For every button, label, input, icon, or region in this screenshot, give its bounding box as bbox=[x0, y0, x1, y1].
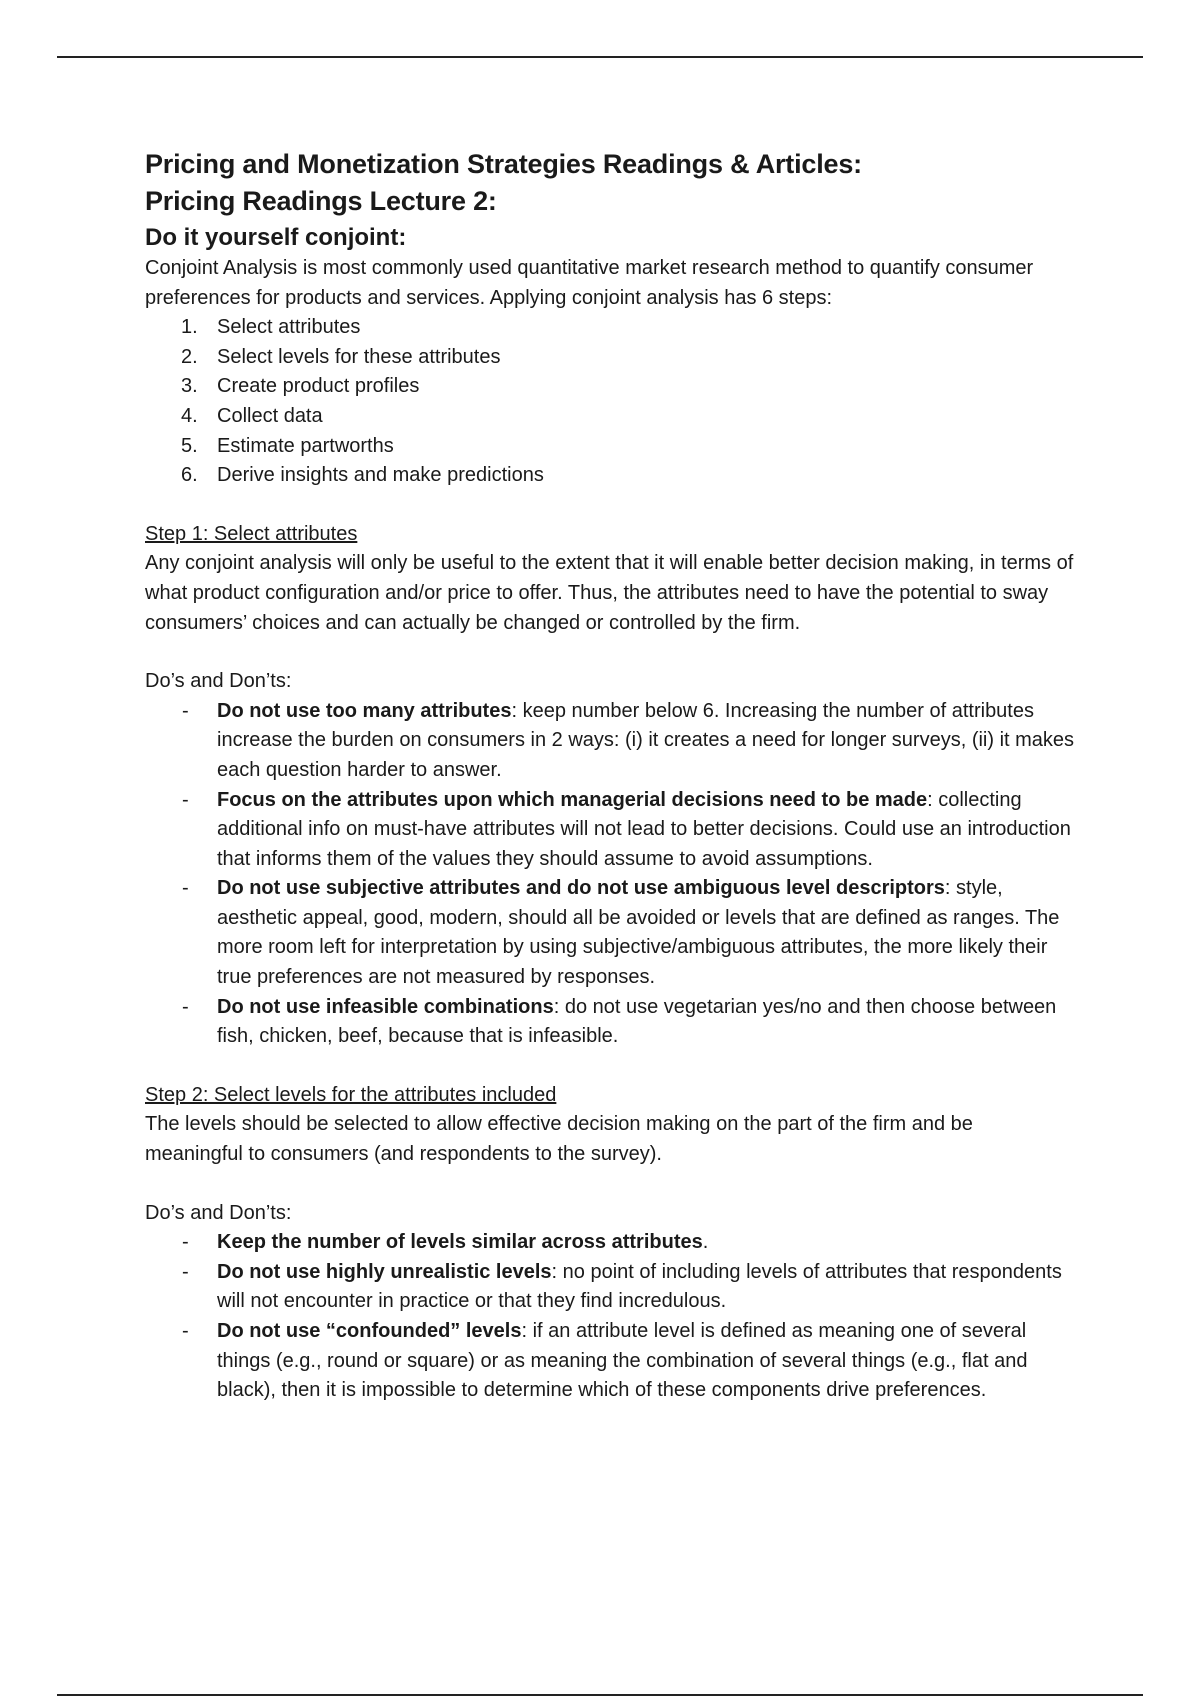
list-item-text: Select levels for these attributes bbox=[217, 345, 501, 368]
bullet-text: : collecting additional info on must-have attributes will not lead to better decisions. Could use an introduction that informs them of the values they should assume to avoid assumptions. bbox=[217, 788, 1071, 870]
list-item bbox=[145, 993, 1075, 1052]
steps-list bbox=[145, 313, 1075, 491]
intro-paragraph: Conjoint Analysis is most commonly used quantitative market research method to quantify consumer preferences for products and services. Applying conjoint analysis has 6 steps: bbox=[145, 257, 1034, 309]
list-number: 3. bbox=[181, 375, 198, 398]
list-item bbox=[145, 432, 1075, 462]
dash-bullet: - bbox=[182, 995, 189, 1018]
list-number: 5. bbox=[181, 434, 198, 457]
bullet-bold: Do not use highly unrealistic levels bbox=[217, 1260, 552, 1283]
bullet-text: : if an attribute level is defined as meaning one of several things (e.g., round or square) or as meaning the combination of several things (e.g., flat and black), then it is impossible to determine which of these components drive preferences. bbox=[217, 1320, 1028, 1402]
step2-heading: Step 2: Select levels for the attributes included bbox=[145, 1083, 557, 1106]
bullet-text: : keep number below 6. Increasing the number of attributes increase the burden on consumers in 2 ways: (i) it creates a need for longer surveys, (ii) it makes each question harder to answer. bbox=[217, 699, 1075, 781]
bottom-rule bbox=[57, 1694, 1143, 1696]
step2-body: The levels should be selected to allow effective decision making on the part of the firm and be meaningful to consumers (and respondents to the survey). bbox=[145, 1113, 973, 1166]
bullet-bold: Focus on the attributes upon which managerial decisions need to be made bbox=[217, 788, 928, 811]
step1-body: Any conjoint analysis will only be useful to the extent that it will enable better decision making, in terms of what product configuration and/or price to offer. Thus, the attributes need to have the potential to sway consumers’ choices and can actually be changed or controlled by the firm. bbox=[145, 552, 1074, 634]
list-number: 6. bbox=[181, 464, 198, 487]
list-item bbox=[145, 874, 1075, 992]
list-item bbox=[145, 1228, 1075, 1258]
list-item bbox=[145, 1317, 1075, 1406]
list-item bbox=[145, 343, 1075, 373]
list-item bbox=[145, 786, 1075, 875]
list-number: 2. bbox=[181, 345, 198, 368]
list-item-text: Collect data bbox=[217, 404, 323, 427]
list-item bbox=[145, 461, 1075, 491]
bullet-bold: Do not use infeasible combinations bbox=[217, 995, 554, 1018]
dash-bullet: - bbox=[182, 877, 189, 900]
dash-bullet: - bbox=[182, 788, 189, 811]
bullet-bold: Do not use subjective attributes and do not use ambiguous level descriptors bbox=[217, 877, 945, 900]
list-number: 4. bbox=[181, 404, 198, 427]
bullet-text: : style, aesthetic appeal, good, modern, should all be avoided or levels that are defined as ranges. The more room left for interpretation by using subjective/ambiguous attributes, the more likely their true preferences are not measured by responses. bbox=[217, 877, 1060, 989]
list-item-text: Derive insights and make predictions bbox=[217, 464, 544, 487]
step1-heading: Step 1: Select attributes bbox=[145, 522, 358, 545]
list-item bbox=[145, 372, 1075, 402]
list-item-text: Create product profiles bbox=[217, 375, 420, 398]
bullet-text: : no point of including levels of attributes that respondents will not encounter in practice or that they find incredulous. bbox=[217, 1260, 1062, 1313]
bullet-bold: Keep the number of levels similar across attributes bbox=[217, 1231, 703, 1254]
step1-dos-label: Do’s and Don’ts: bbox=[145, 670, 292, 693]
title-line-1: Pricing and Monetization Strategies Readings & Articles: bbox=[145, 149, 862, 179]
list-item bbox=[145, 697, 1075, 786]
bullet-text: . bbox=[702, 1231, 709, 1254]
list-item-text: Select attributes bbox=[217, 316, 361, 339]
list-item bbox=[145, 1258, 1075, 1317]
list-item bbox=[145, 313, 1075, 343]
list-item-text: Estimate partworths bbox=[217, 434, 394, 457]
step2-bullets bbox=[145, 1228, 1075, 1406]
step1-bullets bbox=[145, 697, 1075, 1052]
section-title: Do it yourself conjoint: bbox=[145, 224, 407, 251]
dash-bullet: - bbox=[182, 699, 189, 722]
dash-bullet: - bbox=[182, 1231, 189, 1254]
document-body bbox=[145, 146, 1075, 1406]
dash-bullet: - bbox=[182, 1260, 189, 1283]
list-number: 1. bbox=[181, 316, 198, 339]
list-item bbox=[145, 402, 1075, 432]
title-line-2: Pricing Readings Lecture 2: bbox=[145, 186, 497, 216]
bullet-bold: Do not use too many attributes bbox=[217, 699, 512, 722]
top-rule bbox=[57, 56, 1143, 58]
bullet-text: : do not use vegetarian yes/no and then choose between fish, chicken, beef, because that is infeasible. bbox=[217, 995, 1057, 1048]
dash-bullet: - bbox=[182, 1320, 189, 1342]
bullet-bold: Do not use “confounded” levels bbox=[217, 1320, 522, 1342]
step2-dos-label: Do’s and Don’ts: bbox=[145, 1201, 292, 1224]
